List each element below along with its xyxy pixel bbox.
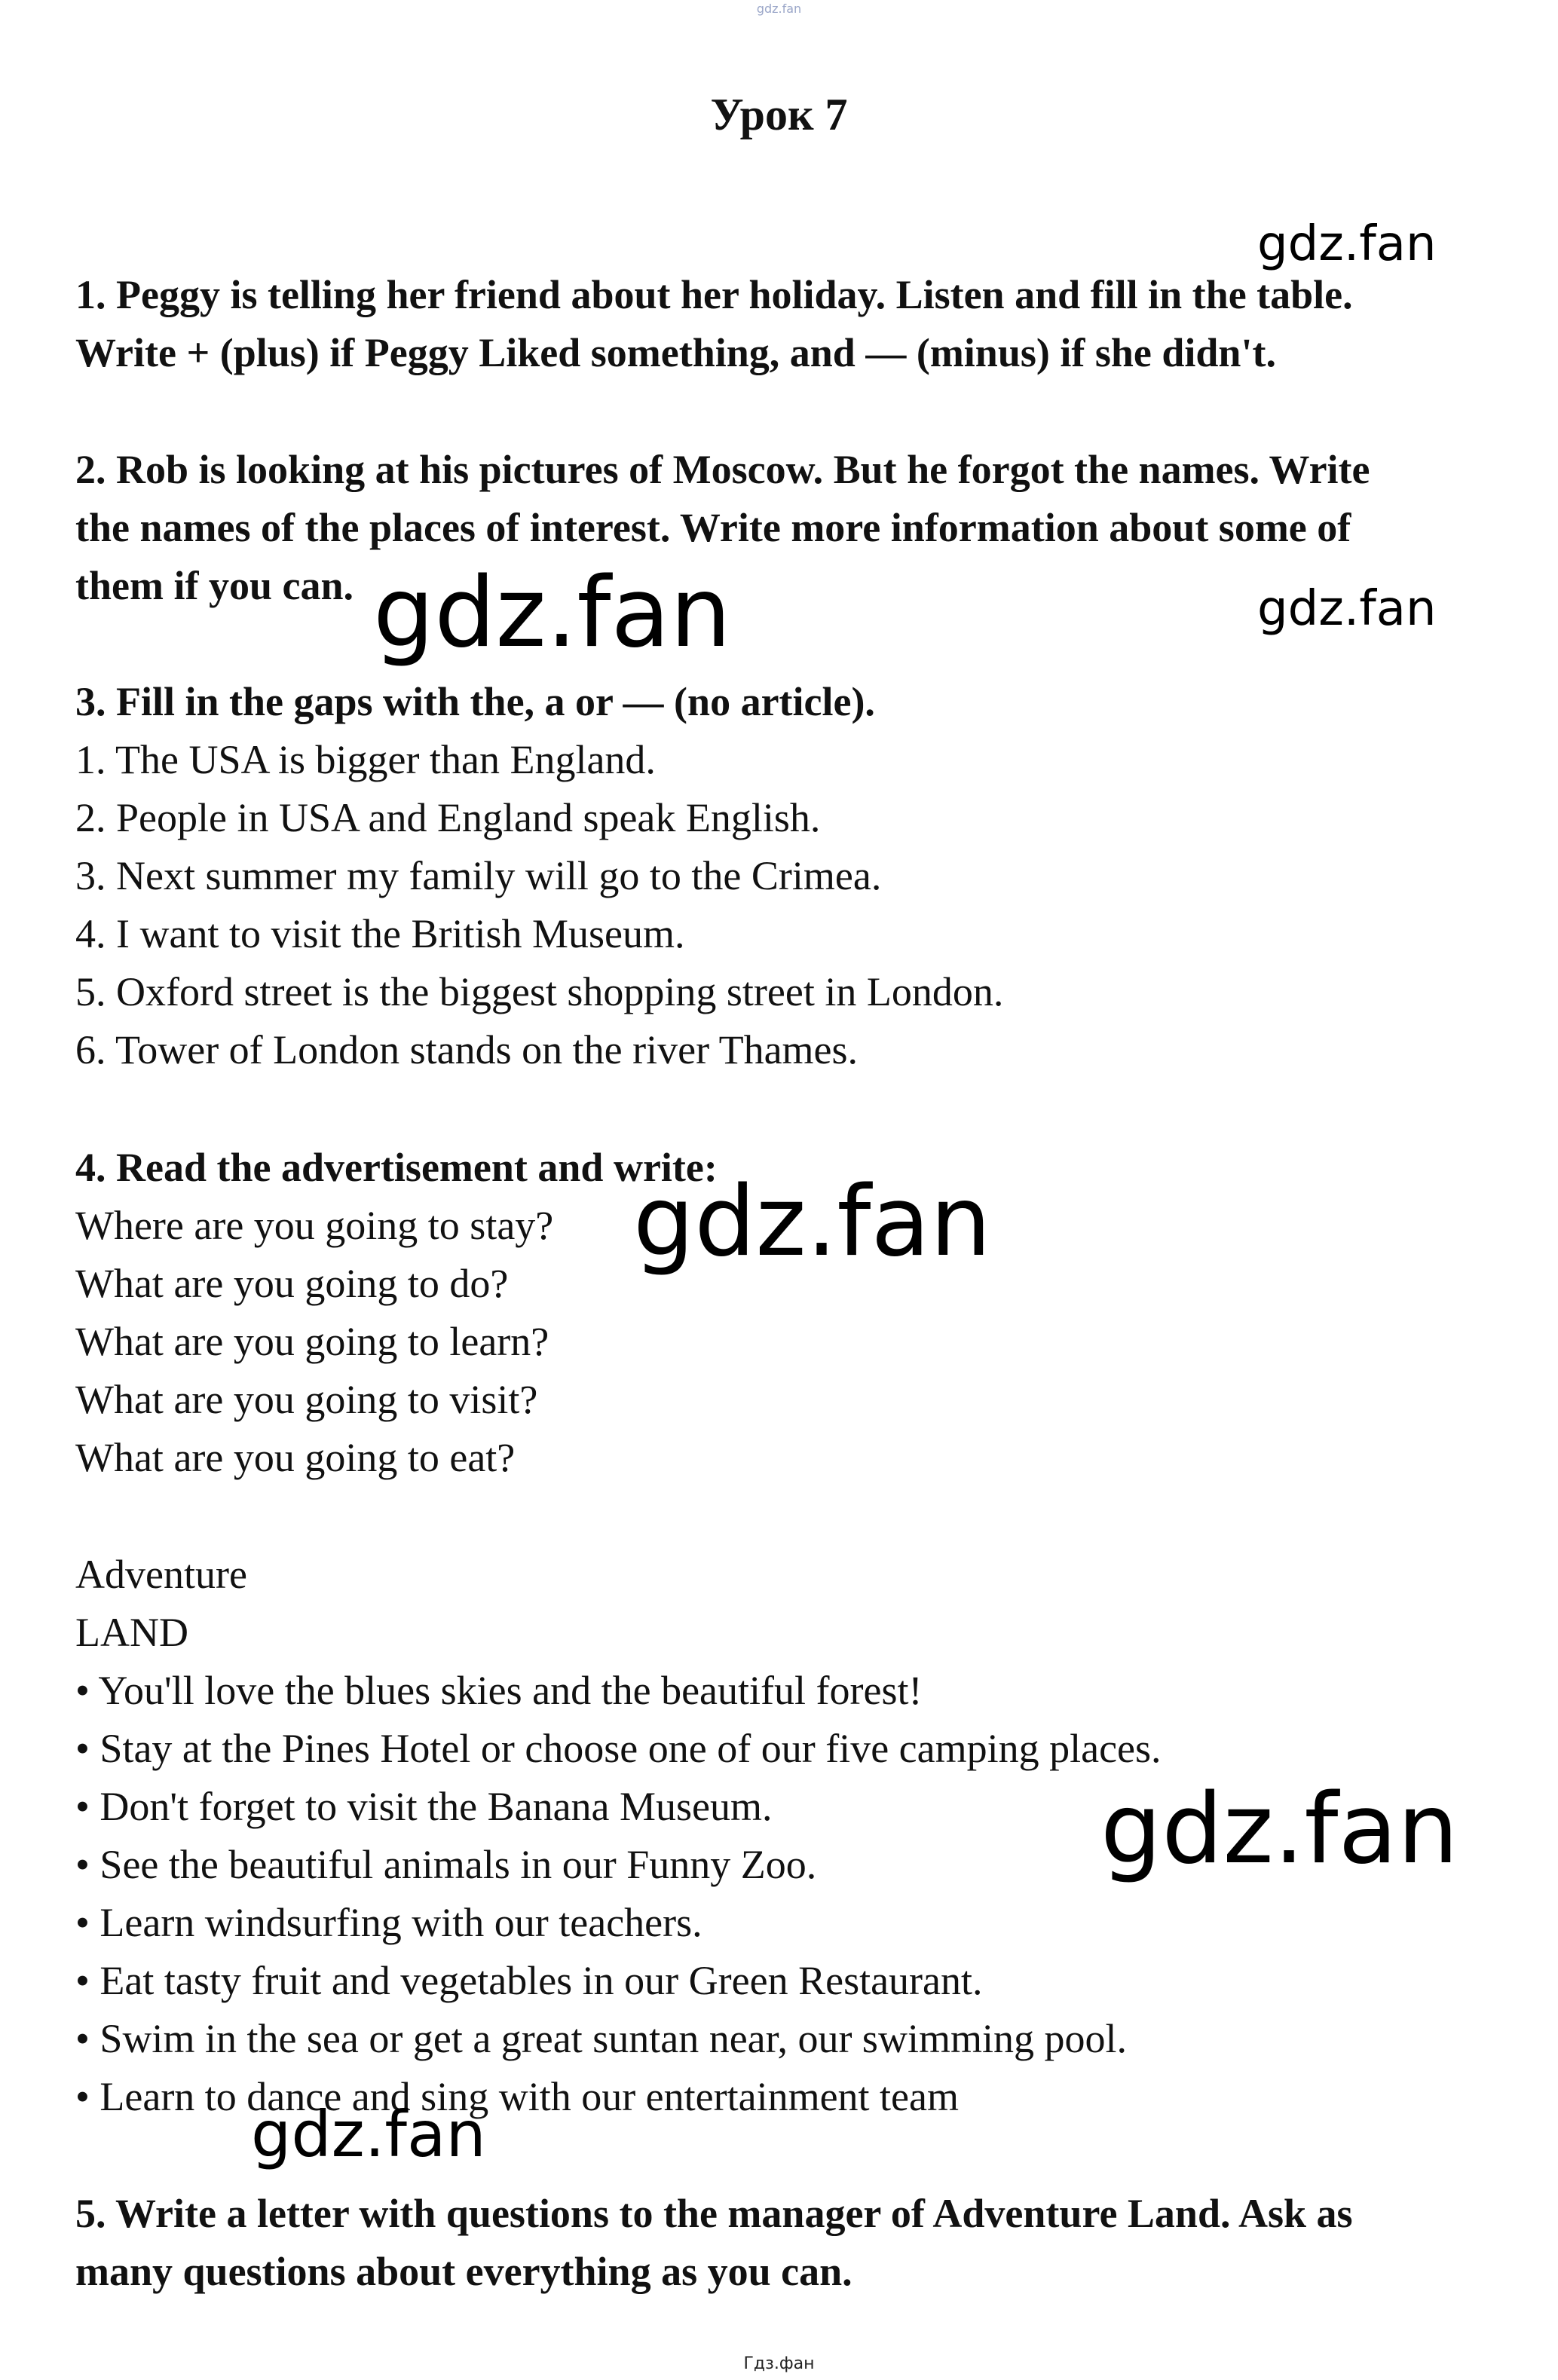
advert-bullet: • Eat tasty fruit and vegetables in our Green Restaurant. bbox=[75, 1958, 983, 2003]
watermark-text: gdz.fan bbox=[1257, 581, 1437, 637]
task1-instruction-line: Write + (plus) if Peggy Liked something, and — (minus) if she didn't. bbox=[75, 330, 1276, 375]
task3-item: 4. I want to visit the British Museum. bbox=[75, 911, 685, 956]
task2-instruction-line: 2. Rob is looking at his pictures of Moscow. But he forgot the names. Write bbox=[75, 447, 1370, 492]
advert-bullet: • Learn to dance and sing with our entertainment team bbox=[75, 2074, 959, 2119]
advert-title-line2: LAND bbox=[75, 1610, 188, 1655]
task4-question: Where are you going to stay? bbox=[75, 1203, 554, 1248]
watermark-text: gdz.fan bbox=[1100, 1773, 1459, 1886]
advert-bullet: • Stay at the Pines Hotel or choose one of our five camping places. bbox=[75, 1726, 1162, 1771]
task3-item: 5. Oxford street is the biggest shopping street in London. bbox=[75, 969, 1004, 1014]
task5-instruction-line: 5. Write a letter with questions to the manager of Adventure Land. Ask as bbox=[75, 2191, 1353, 2236]
task1-instruction-line: 1. Peggy is telling her friend about her holiday. Listen and fill in the table. bbox=[75, 272, 1353, 317]
task5-instruction-line: many questions about everything as you can. bbox=[75, 2249, 852, 2294]
footer-text: Гдз.фан bbox=[743, 2354, 815, 2373]
task4-heading: 4. Read the advertisement and write: bbox=[75, 1145, 718, 1190]
advert-bullet: • Swim in the sea or get a great suntan near, our swimming pool. bbox=[75, 2016, 1127, 2061]
advert-bullet: • You'll love the blues skies and the beautiful forest! bbox=[75, 1668, 923, 1713]
task2-instruction-line: them if you can. bbox=[75, 563, 354, 608]
task3-item: 2. People in USA and England speak English. bbox=[75, 795, 821, 840]
header-watermark: gdz.fan bbox=[756, 2, 802, 16]
task3-heading: 3. Fill in the gaps with the, a or — (no article). bbox=[75, 679, 875, 724]
watermark-text: gdz.fan bbox=[251, 2097, 486, 2171]
task4-question: What are you going to eat? bbox=[75, 1435, 516, 1480]
task3-item: 6. Tower of London stands on the river Thames. bbox=[75, 1027, 859, 1072]
watermark-text: gdz.fan bbox=[373, 557, 731, 669]
watermark-text: gdz.fan bbox=[1257, 216, 1437, 272]
task4-question: What are you going to learn? bbox=[75, 1319, 549, 1364]
advert-bullet: • See the beautiful animals in our Funny Zoo. bbox=[75, 1842, 817, 1887]
advert-bullet: • Don't forget to visit the Banana Museum. bbox=[75, 1784, 773, 1829]
task3-item: 1. The USA is bigger than England. bbox=[75, 737, 656, 782]
advert-title-line1: Adventure bbox=[75, 1552, 247, 1597]
watermark-text: gdz.fan bbox=[633, 1166, 991, 1278]
task2-instruction-line: the names of the places of interest. Write more information about some of bbox=[75, 505, 1351, 550]
task3-item: 3. Next summer my family will go to the Crimea. bbox=[75, 853, 882, 898]
page-title: Урок 7 bbox=[710, 90, 848, 139]
advert-bullet: • Learn windsurfing with our teachers. bbox=[75, 1900, 702, 1945]
task4-question: What are you going to do? bbox=[75, 1261, 509, 1306]
task4-question: What are you going to visit? bbox=[75, 1377, 538, 1422]
